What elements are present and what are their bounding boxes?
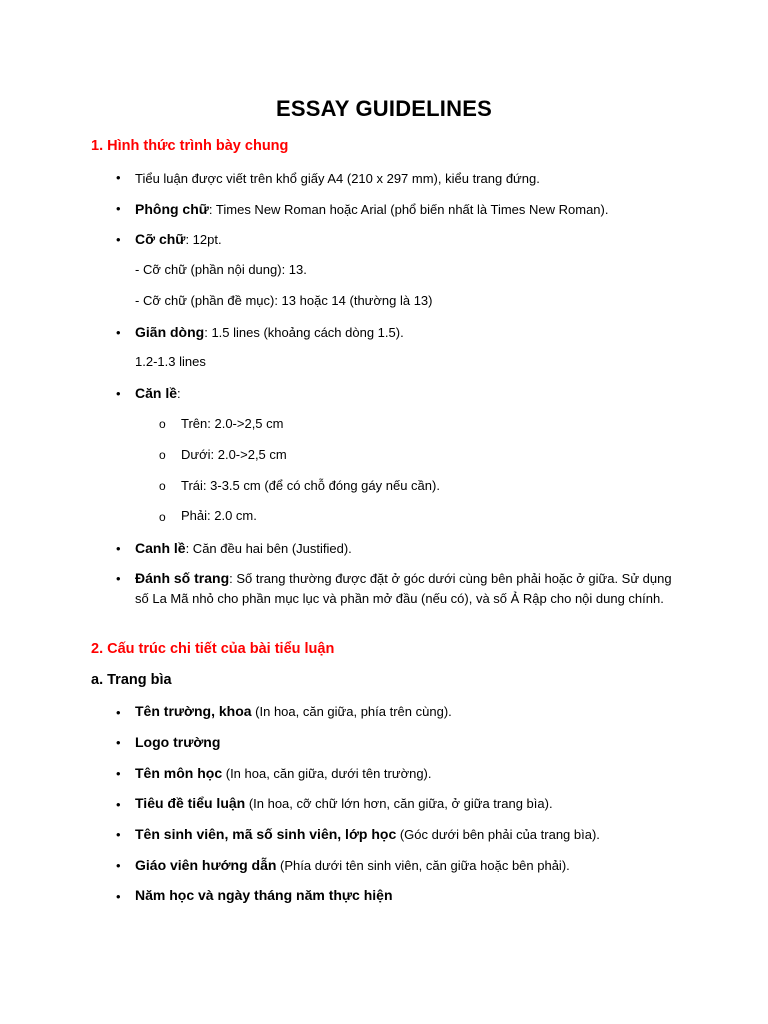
bullet-icon: • [116, 541, 121, 556]
list-item [135, 168, 675, 189]
item-text: : 12pt. [185, 232, 222, 247]
bullet-icon: • [116, 705, 121, 720]
subsection-heading: a. Trang bìa [91, 672, 172, 688]
list-item [135, 793, 675, 814]
margin-item: Trái: 3-3.5 cm (để có chỗ đóng gáy nếu cần). [181, 478, 440, 493]
item-bold: Đánh số trang [135, 570, 230, 586]
bullet-icon: • [116, 766, 121, 781]
item-bold: Tiêu đề tiểu luận [135, 795, 246, 811]
bullet-icon: • [116, 827, 121, 842]
item-bold: Tên trường, khoa [135, 703, 252, 719]
list-item [135, 824, 675, 845]
margin-item: Phải: 2.0 cm. [181, 508, 257, 523]
item-bold: Năm học và ngày tháng năm thực hiện [135, 887, 393, 903]
list-item [135, 383, 675, 404]
item-text: (In hoa, cỡ chữ lớn hơn, căn giữa, ở giữa trang bìa). [245, 796, 553, 811]
item-bold: Tên môn học [135, 765, 223, 781]
item-bold: Canh lề [135, 540, 186, 556]
item-text: : [177, 386, 181, 401]
item-text: : Times New Roman hoặc Arial (phổ biến nhất là Times New Roman). [208, 202, 609, 217]
item-bold: Tên sinh viên, mã số sinh viên, lớp học [135, 826, 397, 842]
bullet-icon: • [116, 170, 121, 185]
item-text: : 1.5 lines (khoảng cách dòng 1.5). [204, 325, 404, 340]
list-item [135, 199, 675, 220]
list-item [135, 701, 675, 722]
sub-bullet-icon: o [159, 510, 166, 524]
bullet-icon: • [116, 571, 121, 586]
sub-bullet-icon: o [159, 479, 166, 493]
list-item [135, 732, 675, 753]
list-item [135, 885, 675, 906]
list-item [135, 855, 675, 876]
item-bold: Giáo viên hướng dẫn [135, 857, 277, 873]
list-item [135, 763, 675, 784]
page-title: ESSAY GUIDELINES [276, 96, 492, 121]
item-bold: Cỡ chữ [135, 231, 186, 247]
bullet-icon: • [116, 797, 121, 812]
item-text: : Căn đều hai bên (Justified). [185, 541, 352, 556]
item-bold: Giãn dòng [135, 324, 205, 340]
item-text: (Góc dưới bên phải của trang bìa). [396, 827, 600, 842]
item-text: (Phía dưới tên sinh viên, căn giữa hoặc bên phải). [276, 858, 570, 873]
bullet-icon: • [116, 325, 121, 340]
item-text: : Số trang thường được đặt ở góc dưới cùng bên phải hoặc ở giữa. Sử dụng số La Mã nhỏ cho phần mục lục và phần mở đầu (nếu có), và số Ả Rập cho nội dung chính. [135, 571, 672, 606]
item-bold: Phông chữ [135, 201, 209, 217]
font-size-note: - Cỡ chữ (phần đề mục): 13 hoặc 14 (thường là 13) [135, 293, 433, 308]
item-bold: Căn lề [135, 385, 178, 401]
list-item [135, 229, 675, 250]
font-size-note: - Cỡ chữ (phần nội dung): 13. [135, 262, 307, 277]
list-item [135, 568, 675, 609]
margin-item: Dưới: 2.0->2,5 cm [181, 447, 287, 462]
bullet-icon: • [116, 735, 121, 750]
item-bold: Logo trường [135, 734, 221, 750]
item-text: Tiểu luận được viết trên khổ giấy A4 (210 x 297 mm), kiểu trang đứng. [135, 171, 540, 186]
list-item [135, 538, 675, 559]
margin-item: Trên: 2.0->2,5 cm [181, 416, 284, 431]
item-text: (In hoa, căn giữa, phía trên cùng). [251, 704, 452, 719]
sub-bullet-icon: o [159, 448, 166, 462]
item-text: (In hoa, căn giữa, dưới tên trường). [222, 766, 432, 781]
section-1-heading: 1. Hình thức trình bày chung [91, 138, 289, 154]
bullet-icon: • [116, 858, 121, 873]
bullet-icon: • [116, 889, 121, 904]
bullet-icon: • [116, 232, 121, 247]
sub-bullet-icon: o [159, 417, 166, 431]
line-spacing-note: 1.2-1.3 lines [135, 354, 206, 369]
bullet-icon: • [116, 386, 121, 401]
section-2-heading: 2. Cấu trúc chi tiết của bài tiểu luận [91, 641, 335, 657]
bullet-icon: • [116, 201, 121, 216]
list-item [135, 322, 675, 343]
